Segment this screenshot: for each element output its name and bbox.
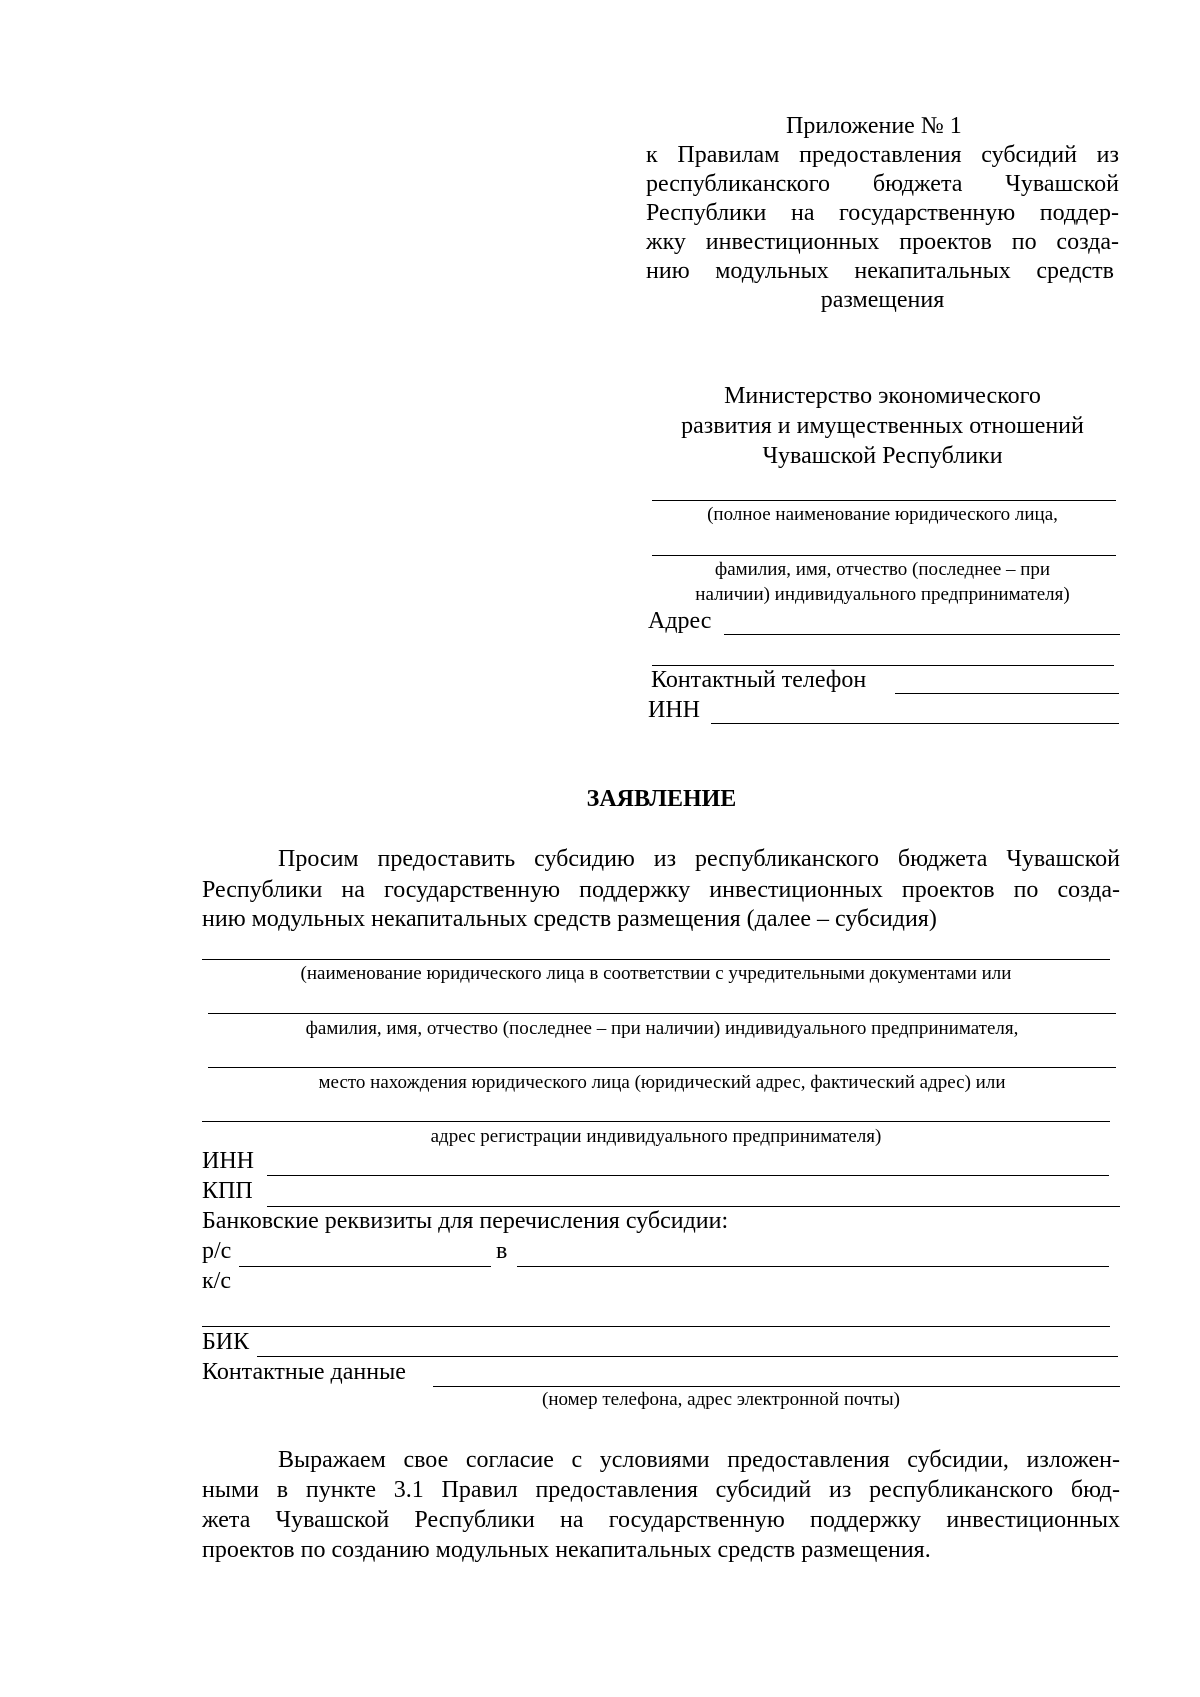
applicant-fio-hint-1: фамилия, имя, отчество (последнее – при (714, 559, 1051, 580)
contacts-label: Контактные данные (202, 1359, 406, 1385)
annex-line-1: к Правилам предоставления субсидий из (646, 142, 1119, 168)
bik-line[interactable] (257, 1356, 1118, 1357)
annex-line-4: жку инвестиционных проектов по созда- (646, 229, 1119, 255)
location-hint: место нахождения юридического лица (юридический адрес, фактический адрес) или (318, 1072, 1006, 1093)
address-line-1[interactable] (724, 634, 1120, 635)
ks-line[interactable] (202, 1326, 1110, 1327)
annex-line-5: нию модульных некапитальных средств (646, 258, 1114, 284)
request-line-3: нию модульных некапитальных средств размещения (далее – субсидия) (202, 906, 937, 932)
applicant-fio-line[interactable] (652, 555, 1116, 556)
location-line[interactable] (208, 1067, 1116, 1068)
annex-line-2: республиканского бюджета Чувашской (646, 171, 1119, 197)
contacts-line[interactable] (433, 1386, 1120, 1387)
entrepreneur-name-hint: фамилия, имя, отчество (последнее – при наличии) индивидуального предпринимателя, (305, 1018, 1019, 1039)
inn-label-top: ИНН (648, 697, 700, 723)
registration-address-hint: адрес регистрации индивидуального предпринимателя) (430, 1126, 882, 1147)
bank-in-label: в (496, 1238, 508, 1264)
bik-label: БИК (202, 1329, 250, 1355)
request-line-1: Просим предоставить субсидию из республиканского бюджета Чувашской (278, 846, 1120, 872)
consent-line-3: жета Чувашской Республики на государственную поддержку инвестиционных (202, 1507, 1120, 1533)
applicant-fio-hint-2: наличии) индивидуального предпринимателя) (695, 584, 1070, 605)
bank-name-line[interactable] (517, 1266, 1109, 1267)
inn-line-top[interactable] (711, 723, 1119, 724)
addressee-line-3: Чувашской Республики (762, 443, 1003, 469)
request-line-2: Республики на государственную поддержку инвестиционных проектов по созда- (202, 877, 1120, 903)
rs-line[interactable] (239, 1266, 491, 1267)
consent-line-2: ными в пункте 3.1 Правил предоставления субсидий из республиканского бюд- (202, 1477, 1120, 1503)
rs-label: р/с (202, 1238, 232, 1264)
document-heading: ЗАЯВЛЕНИЕ (586, 786, 737, 812)
address-label: Адрес (648, 608, 712, 634)
inn-line[interactable] (267, 1175, 1109, 1176)
annex-title: Приложение № 1 (786, 113, 962, 139)
annex-line-6: размещения (820, 287, 945, 313)
addressee-line-1: Министерство экономического (724, 383, 1041, 409)
entrepreneur-name-line[interactable] (208, 1013, 1116, 1014)
consent-line-1: Выражаем свое согласие с условиями предоставления субсидии, изложен- (278, 1447, 1120, 1473)
kpp-label: КПП (202, 1178, 253, 1204)
consent-line-4: проектов по созданию модульных некапитальных средств размещения. (202, 1537, 931, 1563)
contacts-hint: (номер телефона, адрес электронной почты) (542, 1389, 900, 1410)
inn-label: ИНН (202, 1148, 254, 1174)
phone-line[interactable] (895, 693, 1119, 694)
applicant-name-hint: (полное наименование юридического лица, (707, 504, 1058, 525)
annex-line-3: Республики на государственную поддер- (646, 200, 1119, 226)
ks-label: к/с (202, 1268, 231, 1294)
phone-label: Контактный телефон (651, 667, 867, 693)
applicant-name-line[interactable] (652, 500, 1116, 501)
legal-name-hint: (наименование юридического лица в соответствии с учредительными документами или (300, 963, 1012, 984)
addressee-line-2: развития и имущественных отношений (681, 413, 1084, 439)
legal-name-line[interactable] (202, 959, 1110, 960)
bank-details-label: Банковские реквизиты для перечисления субсидии: (202, 1208, 729, 1234)
registration-address-line[interactable] (202, 1121, 1110, 1122)
